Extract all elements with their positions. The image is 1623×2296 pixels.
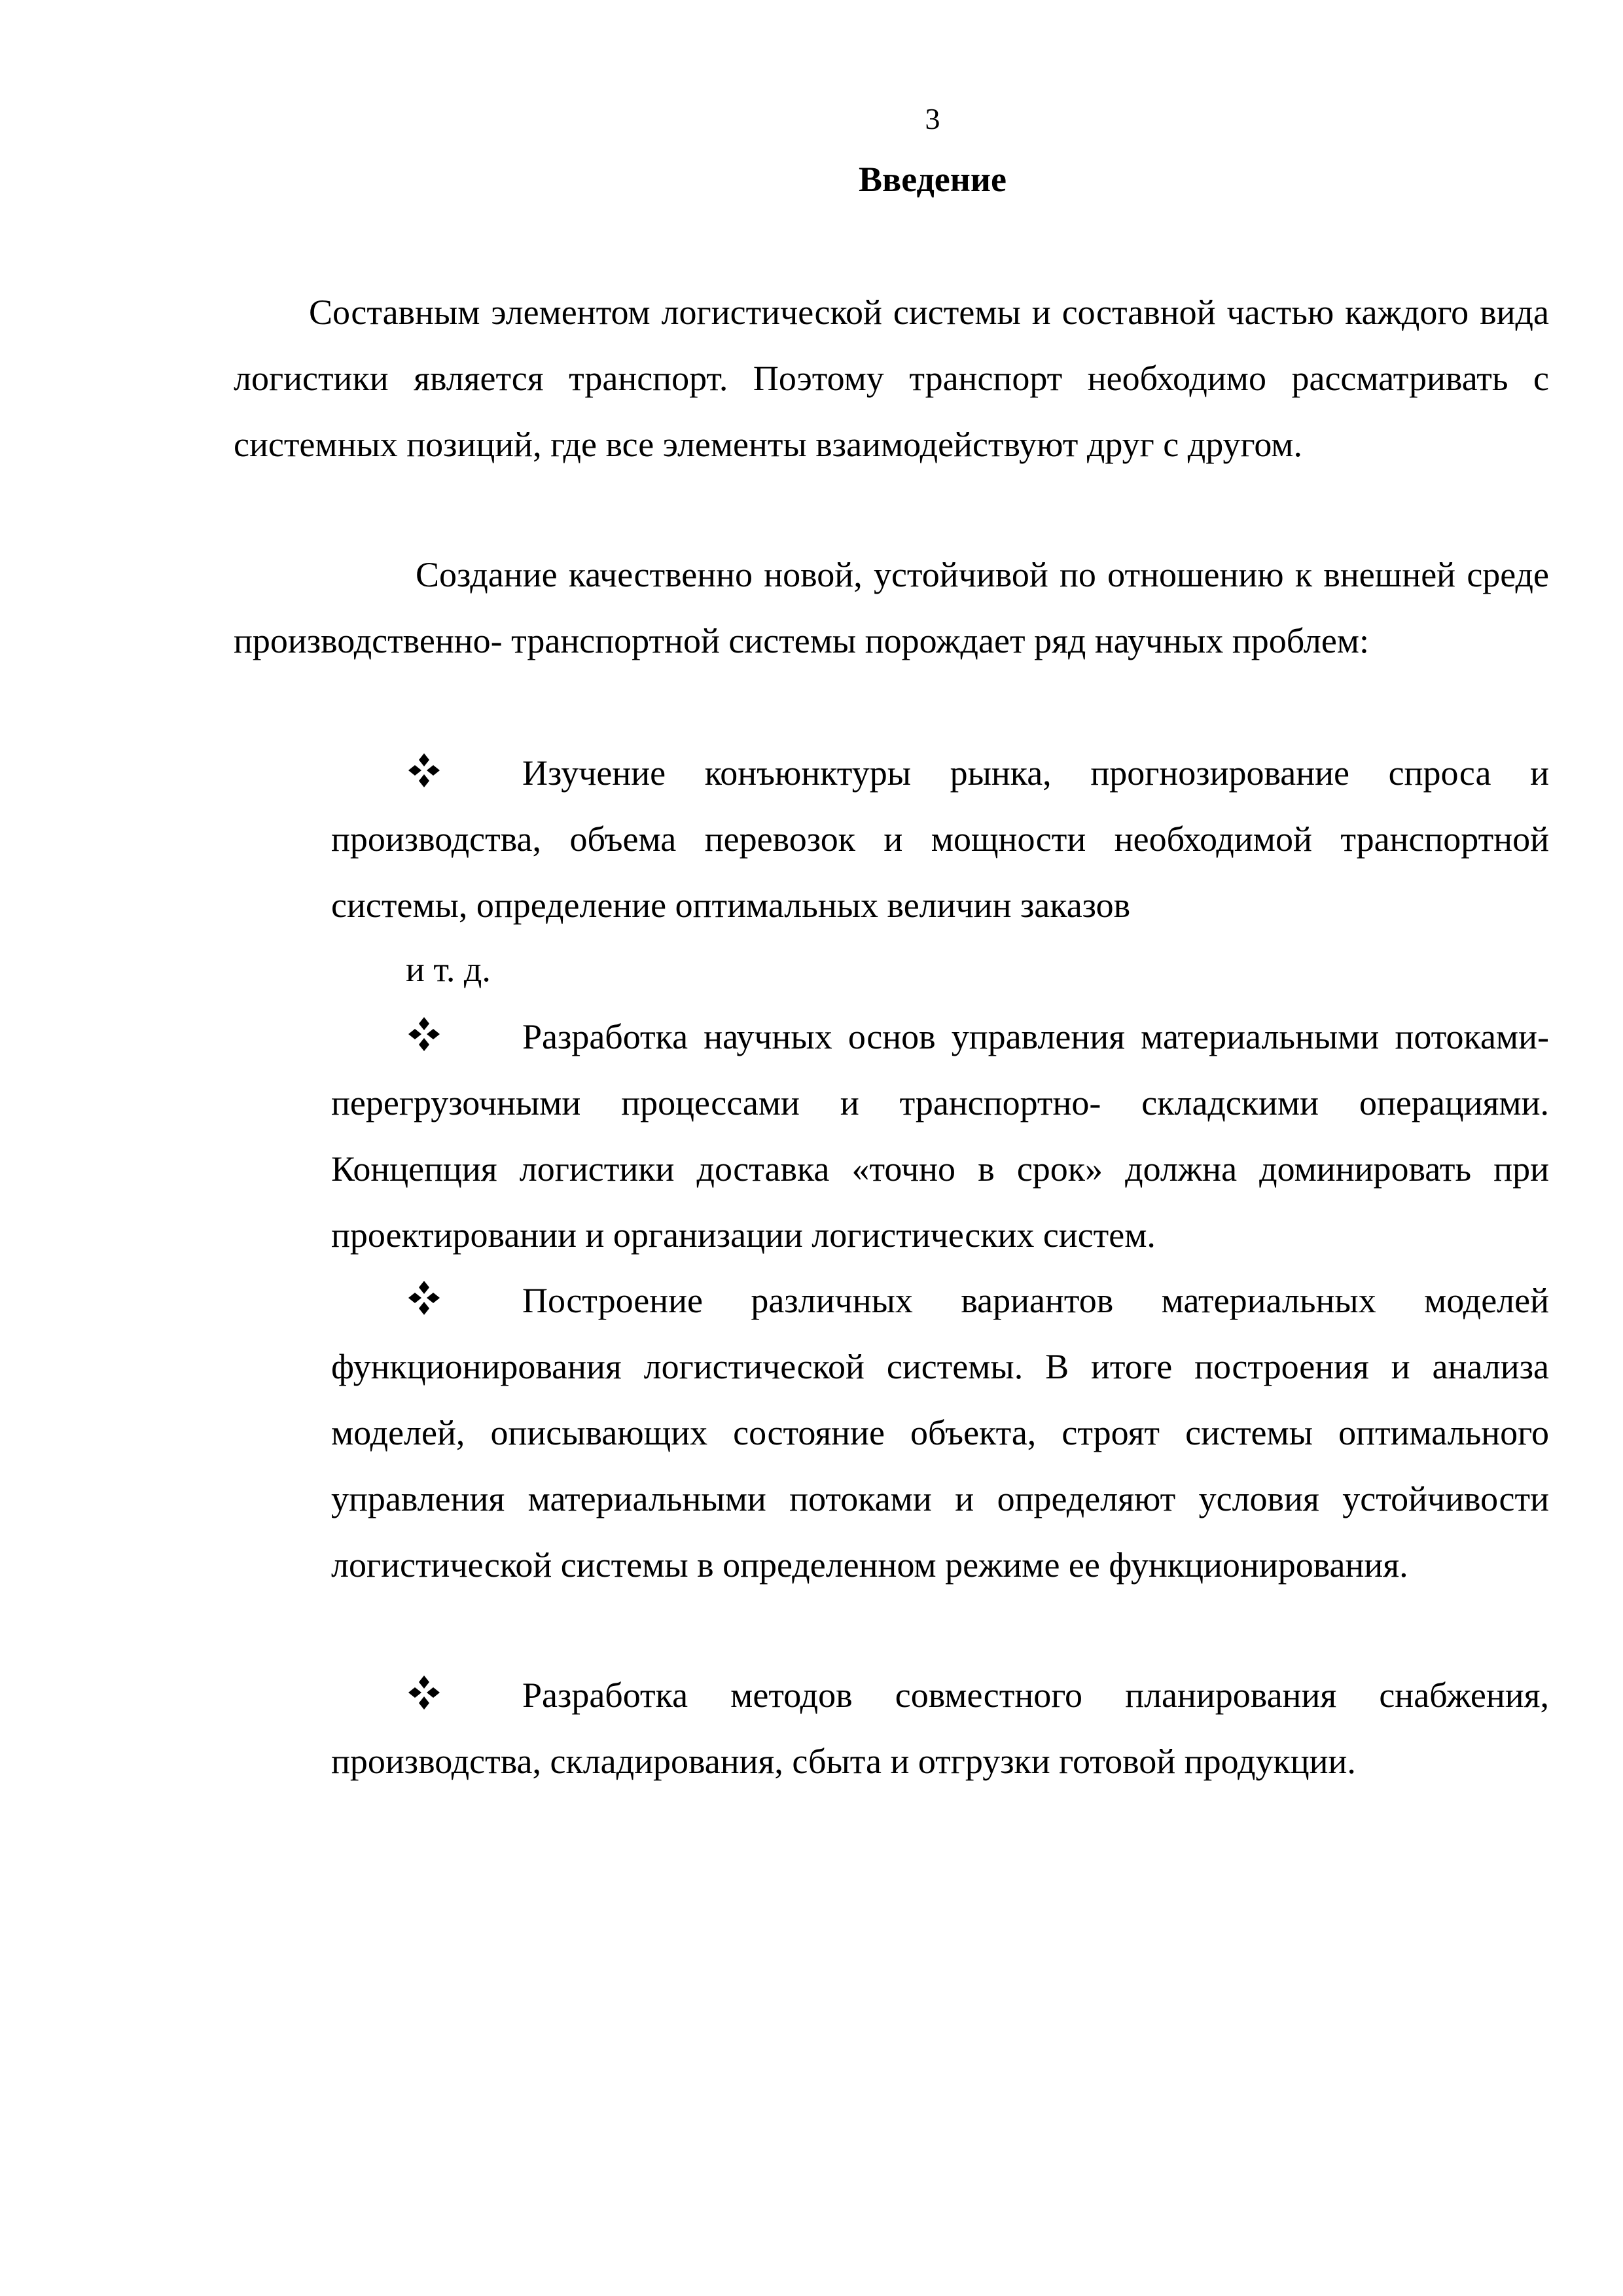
page-number: 3 [925, 102, 940, 135]
intro-paragraph: Составным элементом логистической системы и составной частью каждого вида логистики является транспорт. Поэтому транспорт необходимо рассматривать с системных позиций, где все элементы взаимодействуют друг с другом. [234, 293, 1549, 464]
bullet-item-joint-planning: Разработка методов совместного планирования снабжения, производства, складирования, сбыта и отгрузки готовой продукции. [331, 1676, 1549, 1781]
page-title: Введение [859, 160, 1007, 199]
problems-intro-paragraph: Создание качественно новой, устойчивой по отношению к внешней среде производственно- транспортной системы порождает ряд научных проблем: [234, 555, 1549, 660]
continuation-text: и т. д. [406, 950, 491, 989]
bullet-item-model-building: Построение различных вариантов материальных моделей функционирования логистической системы. В итоге построения и анализа моделей, описывающих состояние объекта, строят системы оптимального управления материальными потоками и определяют условия устойчивости логистической системы в определенном режиме ее функционирования. [331, 1281, 1549, 1585]
bullet-item-material-flows: Разработка научных основ управления материальными потоками- перегрузочными процессами и транспортно- складскими операциями. Концепция логистики доставка «точно в срок» должна доминировать при проектировании и организации логистических систем. [331, 1017, 1549, 1255]
bullet-item-market-research: Изучение конъюнктуры рынка, прогнозирование спроса и производства, объема перевозок и мощности необходимой транспортной системы, определение оптимальных величин заказов [331, 753, 1549, 925]
